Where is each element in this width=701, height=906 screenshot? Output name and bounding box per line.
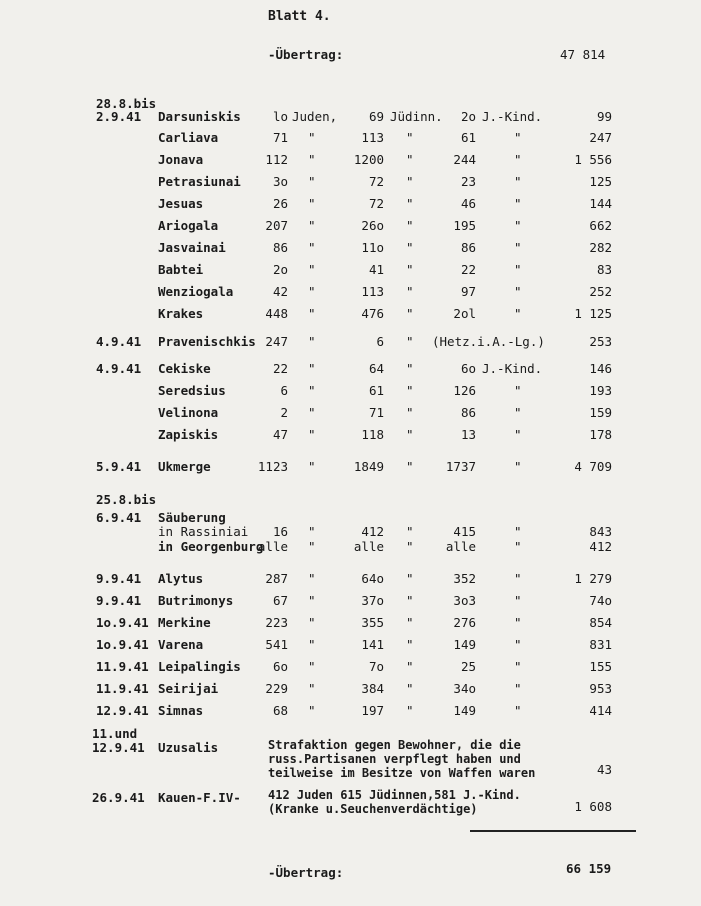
ditto-mark: " xyxy=(406,152,414,167)
row-jews-men: 223 xyxy=(265,615,288,630)
row-unit-children: J.-Kind. xyxy=(482,109,543,124)
row-jews-women: 69 xyxy=(368,109,384,124)
row-date: 11.9.41 xyxy=(96,681,149,696)
row-total: 125 xyxy=(589,174,612,189)
special1-date: 12.9.41 xyxy=(92,740,145,755)
row-total: 414 xyxy=(589,703,612,718)
row-place: Pravenischkis xyxy=(158,334,256,349)
ditto-mark: " xyxy=(406,571,414,586)
row-place: Jonava xyxy=(158,152,204,167)
row-total: 146 xyxy=(589,361,612,376)
row-jews-women: 118 xyxy=(361,427,384,442)
row-jews-women: 26o xyxy=(361,218,384,233)
special1-date-from: 11.und xyxy=(92,726,138,741)
special2-note-line: 412 Juden 615 Jüdinnen,581 J.-Kind. xyxy=(268,788,521,802)
ditto-mark: " xyxy=(308,383,316,398)
row-jews-men: alle xyxy=(257,539,288,554)
row-total: 1 556 xyxy=(574,152,612,167)
row-jews-children: 86 xyxy=(460,240,476,255)
footer-carry-total: 66 159 xyxy=(566,861,612,876)
ditto-mark: " xyxy=(514,459,522,474)
row-place: Zapiskis xyxy=(158,427,219,442)
row-total: 1 279 xyxy=(574,571,612,586)
row-jews-children: 34o xyxy=(453,681,476,696)
row-place: Seirijai xyxy=(158,681,219,696)
special2-place: Kauen-F.IV- xyxy=(158,790,241,805)
ditto-mark: " xyxy=(514,130,522,145)
row-place: Jasvainai xyxy=(158,240,226,255)
carry-over-total: 47 814 xyxy=(560,47,606,62)
ditto-mark: " xyxy=(514,524,522,539)
row-place: Alytus xyxy=(158,571,204,586)
ditto-mark: " xyxy=(406,361,414,376)
row-total: 247 xyxy=(589,130,612,145)
row-date: 6.9.41 xyxy=(96,510,142,525)
ditto-mark: " xyxy=(308,361,316,376)
ditto-mark: " xyxy=(308,284,316,299)
row-total: 1 125 xyxy=(574,306,612,321)
row-place: Merkine xyxy=(158,615,211,630)
row-jews-children: 126 xyxy=(453,383,476,398)
row-place: Darsuniskis xyxy=(158,109,241,124)
row-jews-men: 86 xyxy=(272,240,288,255)
special2-date: 26.9.41 xyxy=(92,790,145,805)
ditto-mark: " xyxy=(308,130,316,145)
ditto-mark: " xyxy=(308,306,316,321)
row-jews-men: 42 xyxy=(272,284,288,299)
row-jews-men: 68 xyxy=(272,703,288,718)
row-jews-women: 197 xyxy=(361,703,384,718)
row-place: Carliava xyxy=(158,130,219,145)
row-place: in Georgenburg xyxy=(158,539,264,554)
ditto-mark: " xyxy=(308,524,316,539)
row-jews-women: 61 xyxy=(368,383,384,398)
ditto-mark: " xyxy=(514,659,522,674)
ditto-mark: " xyxy=(308,405,316,420)
row-jews-children: alle xyxy=(445,539,476,554)
row-place: Simnas xyxy=(158,703,204,718)
row-jews-women: 113 xyxy=(361,130,384,145)
row-jews-men: 71 xyxy=(272,130,288,145)
ditto-mark: " xyxy=(406,284,414,299)
row-jews-women: 72 xyxy=(368,196,384,211)
row-jews-children: 22 xyxy=(460,262,476,277)
row-total: 854 xyxy=(589,615,612,630)
row-date: 4.9.41 xyxy=(96,361,142,376)
row-jews-men: 47 xyxy=(272,427,288,442)
ditto-mark: " xyxy=(308,262,316,277)
row-unit-men: Juden, xyxy=(292,109,338,124)
row-total: 953 xyxy=(589,681,612,696)
row-date: 2.9.41 xyxy=(96,109,142,124)
row-jews-children: 25 xyxy=(460,659,476,674)
row-jews-children: 97 xyxy=(460,284,476,299)
row-date-from: 25.8.bis xyxy=(96,492,157,507)
row-jews-women: 72 xyxy=(368,174,384,189)
row-jews-women: 384 xyxy=(361,681,384,696)
special1-total: 43 xyxy=(596,762,612,777)
row-date: 1o.9.41 xyxy=(96,637,149,652)
row-jews-men: 6 xyxy=(280,383,288,398)
row-jews-women: 476 xyxy=(361,306,384,321)
row-jews-children: 2ol xyxy=(453,306,476,321)
row-jews-women: 7o xyxy=(368,659,384,674)
ditto-mark: " xyxy=(406,240,414,255)
row-date: 12.9.41 xyxy=(96,703,149,718)
row-jews-women: alle xyxy=(353,539,384,554)
row-jews-women: 412 xyxy=(361,524,384,539)
ditto-mark: " xyxy=(406,593,414,608)
row-place: Ukmerge xyxy=(158,459,211,474)
row-place: Seredsius xyxy=(158,383,226,398)
row-jews-children: 149 xyxy=(453,703,476,718)
row-jews-children: 1737 xyxy=(445,459,476,474)
ditto-mark: " xyxy=(308,218,316,233)
row-total: 831 xyxy=(589,637,612,652)
row-jews-women: 355 xyxy=(361,615,384,630)
row-date: 1o.9.41 xyxy=(96,615,149,630)
row-date: 9.9.41 xyxy=(96,593,142,608)
ditto-mark: " xyxy=(514,427,522,442)
row-total: 412 xyxy=(589,539,612,554)
ditto-mark: " xyxy=(308,240,316,255)
row-total: 252 xyxy=(589,284,612,299)
footer-carry-label: -Übertrag: xyxy=(268,865,344,880)
row-jews-men: 448 xyxy=(265,306,288,321)
row-place-2: in Rassiniai xyxy=(158,524,249,539)
row-jews-women: 64 xyxy=(368,361,384,376)
ditto-mark: " xyxy=(406,262,414,277)
ditto-mark: " xyxy=(514,593,522,608)
row-total: 159 xyxy=(589,405,612,420)
row-jews-men: 26 xyxy=(272,196,288,211)
ditto-mark: " xyxy=(514,174,522,189)
ditto-mark: " xyxy=(514,539,522,554)
ditto-mark: " xyxy=(406,637,414,652)
row-place: Wenziogala xyxy=(158,284,234,299)
ditto-mark: " xyxy=(308,637,316,652)
ditto-mark: " xyxy=(406,615,414,630)
row-jews-women: 1849 xyxy=(353,459,384,474)
row-place: Ariogala xyxy=(158,218,219,233)
row-total: 83 xyxy=(596,262,612,277)
sheet-number: Blatt 4. xyxy=(268,9,331,24)
special1-note-line: russ.Partisanen verpflegt haben und xyxy=(268,752,521,766)
row-jews-children: 23 xyxy=(460,174,476,189)
row-total: 99 xyxy=(596,109,612,124)
ditto-mark: " xyxy=(308,681,316,696)
ditto-mark: " xyxy=(406,427,414,442)
ditto-mark: " xyxy=(406,405,414,420)
special2-total: 1 608 xyxy=(574,799,612,814)
row-jews-children: 415 xyxy=(453,524,476,539)
ditto-mark: " xyxy=(308,152,316,167)
row-total: 74o xyxy=(589,593,612,608)
row-jews-children: 195 xyxy=(453,218,476,233)
ditto-mark: " xyxy=(406,196,414,211)
row-jews-men: 1123 xyxy=(257,459,288,474)
row-total: 144 xyxy=(589,196,612,211)
ditto-mark: " xyxy=(514,306,522,321)
ditto-mark: " xyxy=(514,218,522,233)
ditto-mark: " xyxy=(514,196,522,211)
row-jews-men: lo xyxy=(272,109,288,124)
ditto-mark: " xyxy=(406,383,414,398)
row-jews-women: 64o xyxy=(361,571,384,586)
ditto-mark: " xyxy=(308,615,316,630)
special1-note-line: teilweise im Besitze von Waffen waren xyxy=(268,766,536,780)
row-total: 4 709 xyxy=(574,459,612,474)
ditto-mark: " xyxy=(308,659,316,674)
ditto-mark: " xyxy=(308,571,316,586)
row-jews-children: 276 xyxy=(453,615,476,630)
ditto-mark: " xyxy=(514,637,522,652)
sum-rule xyxy=(470,830,636,832)
row-date: 11.9.41 xyxy=(96,659,149,674)
ditto-mark: " xyxy=(308,593,316,608)
row-total: 155 xyxy=(589,659,612,674)
row-jews-men: 67 xyxy=(272,593,288,608)
special1-place: Uzusalis xyxy=(158,740,219,755)
ditto-mark: " xyxy=(514,703,522,718)
row-jews-men: 2 xyxy=(280,405,288,420)
row-note: (Hetz.i.A.-Lg.) xyxy=(432,334,545,349)
row-jews-women: 141 xyxy=(361,637,384,652)
special2-note-line: (Kranke u.Seuchenverdächtige) xyxy=(268,802,478,816)
row-unit-women: Jüdinn. xyxy=(390,109,443,124)
ditto-mark: " xyxy=(514,615,522,630)
ditto-mark: " xyxy=(406,306,414,321)
row-date: 9.9.41 xyxy=(96,571,142,586)
row-jews-women: 37o xyxy=(361,593,384,608)
row-unit-children: J.-Kind. xyxy=(482,361,543,376)
row-jews-children: 244 xyxy=(453,152,476,167)
row-jews-children: 6o xyxy=(460,361,476,376)
row-jews-children: 61 xyxy=(460,130,476,145)
row-jews-women: 113 xyxy=(361,284,384,299)
special1-note-line: Strafaktion gegen Bewohner, die die xyxy=(268,738,521,752)
row-jews-children: 86 xyxy=(460,405,476,420)
row-total: 193 xyxy=(589,383,612,398)
row-total: 282 xyxy=(589,240,612,255)
ditto-mark: " xyxy=(406,334,414,349)
row-jews-men: 229 xyxy=(265,681,288,696)
row-place: Butrimonys xyxy=(158,593,234,608)
row-place: Velinona xyxy=(158,405,219,420)
ditto-mark: " xyxy=(514,681,522,696)
row-jews-children: 46 xyxy=(460,196,476,211)
row-date: 4.9.41 xyxy=(96,334,142,349)
row-place: Krakes xyxy=(158,306,204,321)
row-jews-men: 112 xyxy=(265,152,288,167)
ditto-mark: " xyxy=(308,459,316,474)
ditto-mark: " xyxy=(406,539,414,554)
row-jews-men: 207 xyxy=(265,218,288,233)
ditto-mark: " xyxy=(308,174,316,189)
row-jews-men: 287 xyxy=(265,571,288,586)
ditto-mark: " xyxy=(514,571,522,586)
ditto-mark: " xyxy=(406,681,414,696)
row-place: Babtei xyxy=(158,262,204,277)
row-jews-children: 3o3 xyxy=(453,593,476,608)
row-jews-men: 3o xyxy=(272,174,288,189)
row-jews-children: 13 xyxy=(460,427,476,442)
ditto-mark: " xyxy=(308,427,316,442)
ditto-mark: " xyxy=(514,240,522,255)
ditto-mark: " xyxy=(406,659,414,674)
row-place: Leipalingis xyxy=(158,659,241,674)
ditto-mark: " xyxy=(406,524,414,539)
row-date: 5.9.41 xyxy=(96,459,142,474)
row-date-from: 28.8.bis xyxy=(96,96,157,111)
ditto-mark: " xyxy=(308,703,316,718)
row-jews-children: 149 xyxy=(453,637,476,652)
row-jews-women: 1200 xyxy=(353,152,384,167)
ditto-mark: " xyxy=(406,218,414,233)
ditto-mark: " xyxy=(514,284,522,299)
ditto-mark: " xyxy=(406,130,414,145)
ditto-mark: " xyxy=(514,383,522,398)
row-jews-men: 2o xyxy=(272,262,288,277)
ditto-mark: " xyxy=(406,703,414,718)
row-jews-men: 16 xyxy=(272,524,288,539)
ditto-mark: " xyxy=(406,459,414,474)
row-jews-women: 6 xyxy=(376,334,384,349)
ditto-mark: " xyxy=(514,262,522,277)
ditto-mark: " xyxy=(308,539,316,554)
row-total: 843 xyxy=(589,524,612,539)
row-jews-women: 11o xyxy=(361,240,384,255)
ditto-mark: " xyxy=(308,196,316,211)
row-jews-women: 41 xyxy=(368,262,384,277)
row-total: 662 xyxy=(589,218,612,233)
row-place: Petrasiunai xyxy=(158,174,241,189)
row-jews-children: 2o xyxy=(460,109,476,124)
row-jews-children: 352 xyxy=(453,571,476,586)
row-jews-men: 22 xyxy=(272,361,288,376)
carry-over-label: -Übertrag: xyxy=(268,47,344,62)
row-jews-men: 541 xyxy=(265,637,288,652)
row-total: 178 xyxy=(589,427,612,442)
ditto-mark: " xyxy=(514,405,522,420)
row-place: Varena xyxy=(158,637,204,652)
row-place: Jesuas xyxy=(158,196,204,211)
row-jews-men: 6o xyxy=(272,659,288,674)
row-place: Säuberung xyxy=(158,510,226,525)
ditto-mark: " xyxy=(406,174,414,189)
row-jews-women: 71 xyxy=(368,405,384,420)
ditto-mark: " xyxy=(514,152,522,167)
row-jews-men: 247 xyxy=(265,334,288,349)
row-total: 253 xyxy=(589,334,612,349)
row-place: Cekiske xyxy=(158,361,211,376)
ditto-mark: " xyxy=(308,334,316,349)
